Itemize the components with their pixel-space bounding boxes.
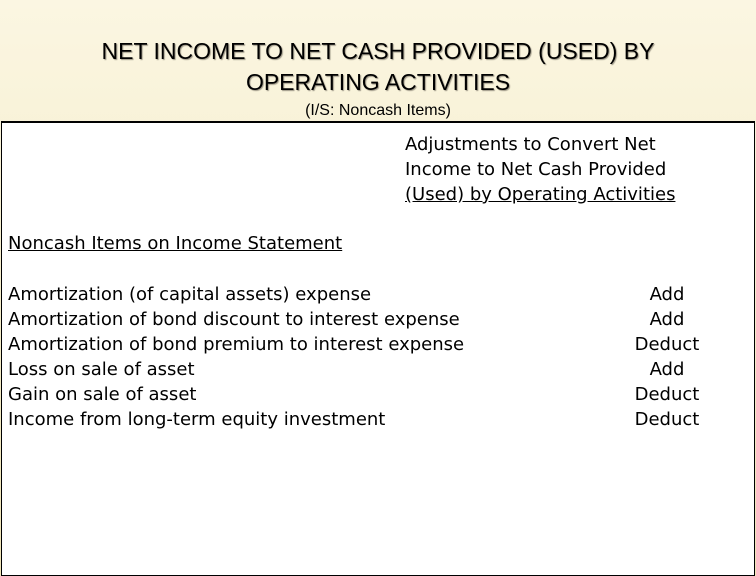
title-line-1: NET INCOME TO NET CASH PROVIDED (USED) BY [101, 38, 655, 64]
row-item: Loss on sale of asset [8, 359, 195, 380]
row-item: Gain on sale of asset [8, 384, 197, 405]
row-item: Amortization of bond premium to interest expense [8, 334, 465, 355]
column-header-line-2: Income to Net Cash Provided [405, 159, 667, 180]
row-item: Income from long-term equity investment [8, 409, 386, 430]
adjustments-table [1, 121, 755, 576]
table-row [8, 357, 748, 382]
title-line-2: OPERATING ACTIVITIES [245, 69, 511, 95]
row-item: Amortization (of capital assets) expense [8, 284, 372, 305]
row-item: Amortization of bond discount to interest expense [8, 309, 460, 330]
column-header-line-3: (Used) by Operating Activities [405, 184, 676, 205]
row-adjustment: Add [649, 309, 685, 330]
row-adjustment: Deduct [634, 384, 700, 405]
row-adjustment: Add [649, 359, 685, 380]
section-header: Noncash Items on Income Statement [8, 233, 343, 254]
table-row [8, 332, 748, 357]
column-header-line-1: Adjustments to Convert Net [405, 134, 656, 155]
table-row [8, 407, 748, 432]
table-row [8, 307, 748, 332]
row-adjustment: Deduct [634, 409, 700, 430]
table-row [8, 282, 748, 307]
slide-subtitle: (I/S: Noncash Items) [305, 102, 451, 119]
table-row [8, 382, 748, 407]
row-adjustment: Deduct [634, 334, 700, 355]
table-rows [8, 282, 748, 432]
adjustments-column-header [405, 132, 745, 207]
slide-title [0, 36, 756, 98]
row-adjustment: Add [649, 284, 685, 305]
